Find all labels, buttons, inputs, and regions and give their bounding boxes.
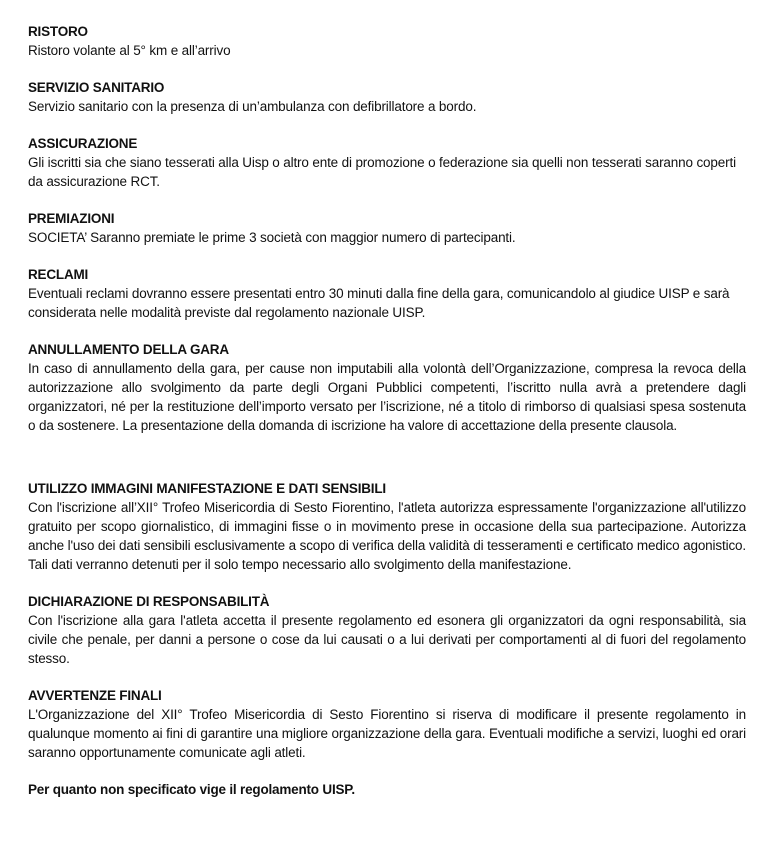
- section-assicurazione: [28, 134, 746, 191]
- section-text: In caso di annullamento della gara, per cause non imputabili alla volontà dell’Organizzazione, compresa la revoca della autorizzazione allo svolgimento da parte degli Organi Pubblici competenti, l’iscritto nulla avrà a pretendere dagli organizzatori, né per la restituzione dell’importo versato per l’iscrizione, né a titolo di rimborso di qualsiasi spesa sostenuta o da sostenere. La presentazione della domanda di iscrizione ha valore di accettazione della presente clausola.: [28, 361, 746, 433]
- section-text: L'Organizzazione del XII° Trofeo Misericordia di Sesto Fiorentino si riserva di modificare il presente regolamento in qualunque momento ai fini di garantire una migliore organizzazione della gara. Eventuali modifiche a servizi, luoghi ed orari saranno opportunamente comunicate agli atleti.: [28, 707, 746, 760]
- section-reclami: [28, 265, 746, 322]
- section-avvertenze-finali: [28, 686, 746, 762]
- section-title: UTILIZZO IMMAGINI MANIFESTAZIONE E DATI SENSIBILI: [28, 481, 386, 496]
- section-text: Con l'iscrizione alla gara l'atleta accetta il presente regolamento ed esonera gli organizzatori da ogni responsabilità, sia civile che penale, per danni a persone o cose da lui causati o a lui derivati per comportamenti al di fuori del regolamento stesso.: [28, 613, 746, 666]
- section-title: SERVIZIO SANITARIO: [28, 80, 165, 95]
- section-text: SOCIETA’ Saranno premiate le prime 3 società con maggior numero di partecipanti.: [28, 230, 516, 245]
- section-utilizzo-immagini: [28, 479, 746, 574]
- section-text: Servizio sanitario con la presenza di un’ambulanza con defibrillatore a bordo.: [28, 99, 477, 114]
- section-annullamento-gara: [28, 340, 746, 435]
- section-ristoro: [28, 22, 746, 60]
- section-text: Gli iscritti sia che siano tesserati alla Uisp o altro ente di promozione o federazione sia quelli non tesserati saranno coperti da assicurazione RCT.: [28, 155, 736, 189]
- section-text: Ristoro volante al 5° km e all’arrivo: [28, 43, 231, 58]
- section-title: ANNULLAMENTO DELLA GARA: [28, 342, 229, 357]
- section-premiazioni: [28, 209, 746, 247]
- section-dichiarazione-responsabilita: [28, 592, 746, 668]
- section-text: Con l'iscrizione all’XII° Trofeo Misericordia di Sesto Fiorentino, l'atleta autorizza espressamente l'organizzazione all'utilizzo gratuito per scopo giornalistico, di immagini fisse o in movimento prese in occasione della sua partecipazione. Autorizza anche l'uso dei dati sensibili esclusivamente a scopo di verifica della validità di tesseramenti e certificato medico agonistico. Tali dati verranno detenuti per il solo tempo necessario allo svolgimento della manifestazione.: [28, 500, 746, 572]
- section-title: DICHIARAZIONE DI RESPONSABILITÀ: [28, 594, 270, 609]
- closing-statement: Per quanto non specificato vige il regolamento UISP.: [28, 782, 355, 797]
- regulation-document: [28, 22, 746, 799]
- section-title: PREMIAZIONI: [28, 211, 115, 226]
- section-text: Eventuali reclami dovranno essere presentati entro 30 minuti dalla fine della gara, comunicandolo al giudice UISP e sarà considerata nelle modalità previste dal regolamento nazionale UISP.: [28, 286, 730, 320]
- section-title: AVVERTENZE FINALI: [28, 688, 162, 703]
- section-title: RISTORO: [28, 24, 88, 39]
- section-servizio-sanitario: [28, 78, 746, 116]
- section-title: RECLAMI: [28, 267, 89, 282]
- section-title: ASSICURAZIONE: [28, 136, 138, 151]
